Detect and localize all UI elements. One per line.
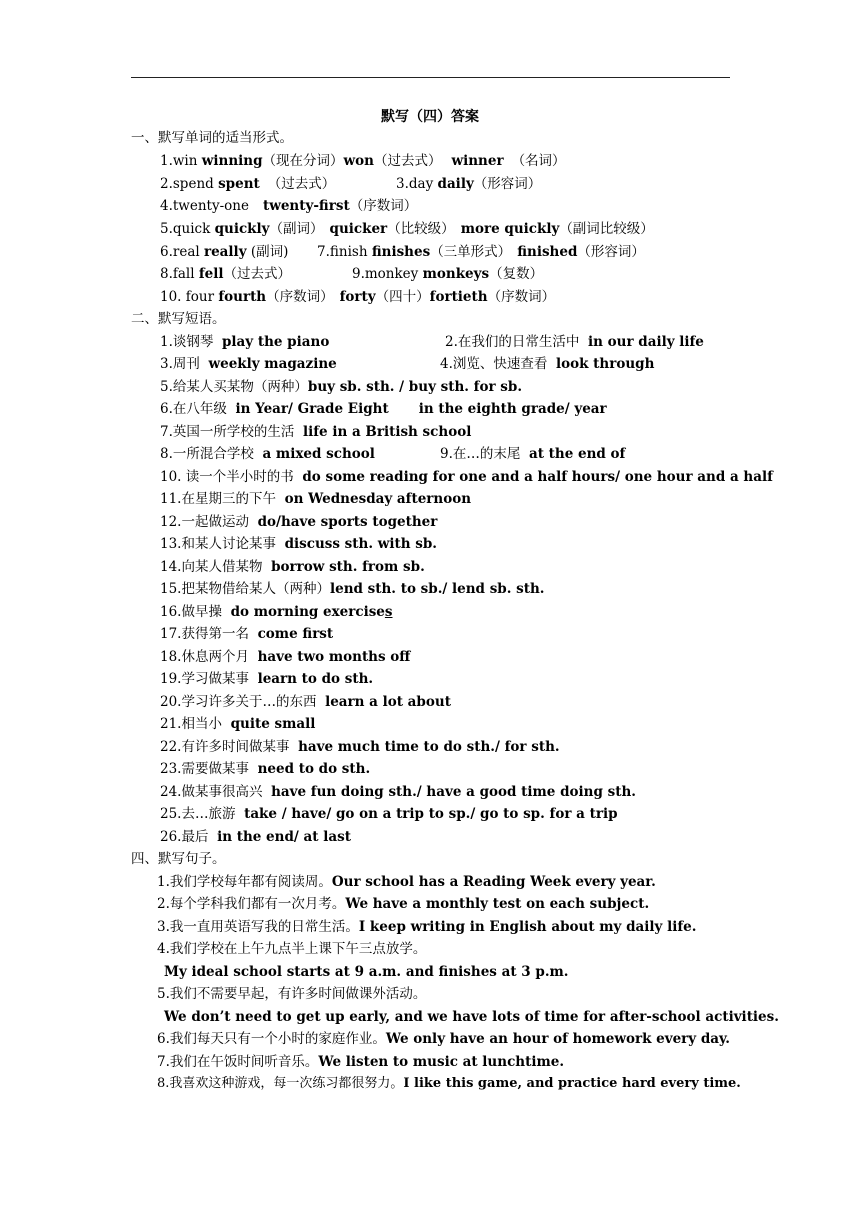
s4-item-4-cn: 4.我们学校在上午九点半上课下午三点放学。 xyxy=(157,941,427,957)
s4-item-3: 3.我一直用英语写我的日常生活。I keep writing in English about my daily life. xyxy=(157,919,697,935)
s2-item-8: 8.一所混合学校 a mixed school xyxy=(160,446,375,462)
s2-item-4: 4.浏览、快速查看 look through xyxy=(440,356,655,372)
s4-item-2: 2.每个学科我们都有一次月考。We have a monthly test on each subject. xyxy=(157,896,650,912)
s2-item-16: 16.做早操 do morning exercises xyxy=(160,604,393,620)
s4-item-4-en: My ideal school starts at 9 a.m. and finishes at 3 p.m. xyxy=(164,964,569,980)
s1-item-7: 7.finish finishes（三单形式） finished（形容词） xyxy=(317,244,645,260)
s4-item-1: 1.我们学校每年都有阅读周。Our school has a Reading Week every year. xyxy=(157,874,656,890)
s4-item-6: 6.我们每天只有一个小时的家庭作业。We only have an hour of homework every day. xyxy=(157,1031,730,1047)
s1-item-5: 5.quick quickly（副词） quicker（比较级） more quickly（副词比较级） xyxy=(160,221,654,237)
s1-item-10: 10. four fourth（序数词） forty（四十）fortieth（序数词） xyxy=(160,289,556,305)
s2-item-18: 18.休息两个月 have two months off xyxy=(160,649,411,665)
s2-item-19: 19.学习做某事 learn to do sth. xyxy=(160,671,374,687)
s2-item-2: 2.在我们的日常生活中 in our daily life xyxy=(445,334,704,350)
s4-item-5-cn: 5.我们不需要早起，有许多时间做课外活动。 xyxy=(157,986,427,1002)
header-rule xyxy=(131,77,730,78)
s2-item-17: 17.获得第一名 come first xyxy=(160,626,334,642)
s1-item-2: 2.spend spent （过去式） xyxy=(160,176,336,192)
s2-item-5: 5.给某人买某物（两种）buy sb. sth. / buy sth. for sb. xyxy=(160,379,523,395)
s4-item-7: 7.我们在午饭时间听音乐。We listen to music at lunchtime. xyxy=(157,1054,565,1070)
s4-item-8: 8.我喜欢这种游戏，每一次练习都很努力。I like this game, and practice hard every time. xyxy=(157,1076,741,1091)
s2-item-1: 1.谈钢琴 play the piano xyxy=(160,334,330,350)
s2-item-21: 21.相当小 quite small xyxy=(160,716,316,732)
s2-item-26: 26.最后 in the end/ at last xyxy=(160,829,351,845)
s2-item-22: 22.有许多时间做某事 have much time to do sth./ for sth. xyxy=(160,739,560,755)
s1-item-9: 9.monkey monkeys（复数） xyxy=(352,266,544,282)
s2-item-14: 14.向某人借某物 borrow sth. from sb. xyxy=(160,559,425,575)
s4-item-5-en: We don’t need to get up early, and we have lots of time for after-school activities. xyxy=(164,1009,779,1025)
section2-heading: 二、默写短语。 xyxy=(131,311,226,327)
s2-item-15: 15.把某物借给某人（两种）lend sth. to sb./ lend sb. sth. xyxy=(160,581,545,597)
s1-item-4: 4.twenty-one twenty-first（序数词） xyxy=(160,198,418,214)
s2-item-12: 12.一起做运动 do/have sports together xyxy=(160,514,438,530)
s2-item-25: 25.去…旅游 take / have/ go on a trip to sp./ go to sp. for a trip xyxy=(160,806,618,822)
s1-item-6: 6.real really (副词) xyxy=(160,244,289,260)
s2-item-24: 24.做某事很高兴 have fun doing sth./ have a good time doing sth. xyxy=(160,784,636,800)
s2-item-11: 11.在星期三的下午 on Wednesday afternoon xyxy=(160,491,472,507)
s1-item-3: 3.day daily（形容词） xyxy=(396,176,542,192)
s2-item-9: 9.在…的末尾 at the end of xyxy=(440,446,626,462)
s2-item-20: 20.学习许多关于…的东西 learn a lot about xyxy=(160,694,451,710)
s2-item-10: 10. 读一个半小时的书 do some reading for one and a half hours/ one hour and a half xyxy=(160,469,773,485)
s2-item-23: 23.需要做某事 need to do sth. xyxy=(160,761,371,777)
s2-item-13: 13.和某人讨论某事 discuss sth. with sb. xyxy=(160,536,437,552)
page-title: 默写（四）答案 xyxy=(381,109,479,125)
s2-item-3: 3.周刊 weekly magazine xyxy=(160,356,337,372)
s2-item-7: 7.英国一所学校的生活 life in a British school xyxy=(160,424,472,440)
section1-heading: 一、默写单词的适当形式。 xyxy=(131,130,293,146)
s1-item-1: 1.win winning（现在分词）won（过去式） winner （名词） xyxy=(160,153,566,169)
s2-item-6: 6.在八年级 in Year/ Grade Eight in the eighth grade/ year xyxy=(160,401,607,417)
section4-heading: 四、默写句子。 xyxy=(131,851,226,867)
s1-item-8: 8.fall fell（过去式） xyxy=(160,266,292,282)
